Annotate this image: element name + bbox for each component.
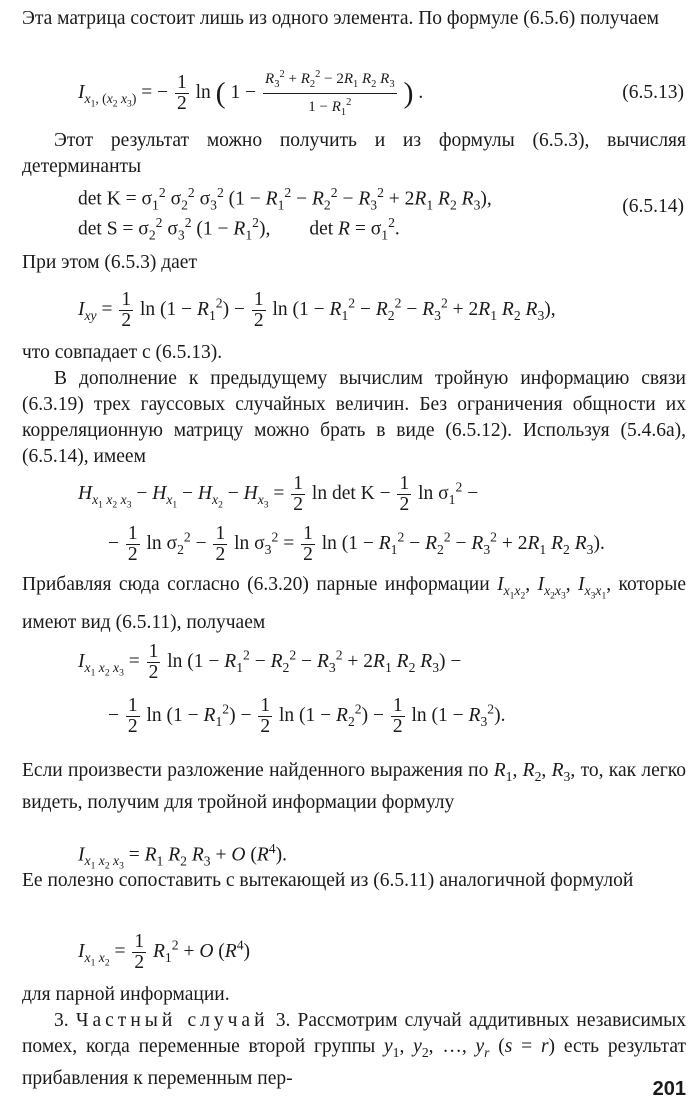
paragraph-7: Если произвести разложение найденного выражения по $R_1$, $R_2$, $R_3$, то, как легко видеть, получим для тройной информации формулу: [22, 760, 687, 813]
paragraph-6: Прибавляя сюда согласно (6.3.20) парные информации $I_{x_1x_2}$, $I_{x_2x_3}$, $I_{x_3x_1}$, которые имеют вид (6.5.11), получаем: [22, 574, 687, 633]
equation-triple-info-line-1: $I_{x_1 x_2 x_3}$ = $\frac{1}{2}$ $\ln (1 - R_1^2 - R_2^2 - R_3^2 + 2R_1$ $R_2$ $R_3$) −: [78, 641, 462, 683]
paragraph-4: [22, 340, 686, 366]
paragraph-6-text-b: которые имеют вид (6.5.11), получаем: [22, 574, 687, 633]
paragraph-1-text: Эта матрица состоит лишь из одного элемента. По формуле (6.5.6) получаем: [22, 8, 659, 29]
paragraph-8: [22, 868, 686, 894]
equation-triple-info-line-2: − $\frac{1}{2}$ $\ln (1 - R_1^2)$ − $\frac{1}{2}$ $\ln (1 - R_2^2)$ − $\frac{1}{2}$ $\ln (1 - R_3^2)$.: [108, 695, 506, 737]
paragraph-5: [22, 366, 686, 470]
equation-ixy: $I_{xy}$ = $\frac{1}{2}$ $\ln (1 - R_1^2)$ − $\frac{1}{2}$ $\ln (1 - R_1^2 - R_2^2 - R_3^2 + 2R_1$ $R_2$ $R_3$),: [78, 289, 556, 331]
paragraph-9-text: для парной информации.: [22, 984, 230, 1005]
equation-6-5-14-line-1: $\det K = \sigma_1^2$ $\sigma_2^2$ $\sigma_3^2$ ($1 - R_1^2 - R_2^2 - R_3^2 + 2R_1$ $R_2$ $R_3$),: [78, 185, 492, 213]
equation-expansion-triple: $I_{x_1 x_2 x_3} = R_1$ $R_2$ $R_3 + O$ $(R^4)$.: [78, 841, 287, 873]
paragraph-10: 3. Частный случай 3. Рассмотрим случай аддитивных независимых помех, когда переменные второй группы $y_1$, $y_2$, …, $y_r$ (s = r) есть результат прибавления к переменным пер-: [22, 1010, 687, 1089]
paragraph-2-text: Этот результат можно получить и из формулы (6.5.3), вычисляя детерминанты: [22, 130, 686, 177]
paragraph-2: [22, 128, 686, 180]
paragraph-7-text-b: то, как легко видеть, получим для тройной информации формулу: [22, 760, 687, 813]
page-number: 201: [652, 1078, 686, 1100]
equation-expansion-pair: $I_{x_1 x_2}$ = $\frac{1}{2}$ $R_1^2 + O$ $(R^4)$: [78, 931, 251, 973]
equation-number-6-5-13: (6.5.13): [622, 82, 684, 103]
equation-entropy-line-2: − $\frac{1}{2}$ $\ln \sigma_2^2$ − $\frac{1}{2}$ $\ln \sigma_3^2$ = $\frac{1}{2}$ $\ln (1 - R_1^2 - R_2^2 - R_3^2 + 2R_1$ $R_2$ $R_3$).: [108, 523, 605, 565]
paragraph-5-text: В дополнение к предыдущему вычислим тройную информацию связи (6.3.19) трех гауссовых случайных величин. Без ограничения общности их корреляционную матрицу можно брать в виде (6.5.12). Используя (5.4.6а), (6.5.14), имеем: [22, 368, 686, 467]
paragraph-3-text: При этом (6.5.3) дает: [22, 252, 197, 273]
paragraph-10-text-a: 3. Рассмотрим случай аддитивных независимых помех, когда переменные второй группы: [22, 1010, 687, 1057]
paragraph-3: [22, 250, 686, 276]
paragraph-4-text: что совпадает с (6.5.13).: [22, 342, 223, 363]
equation-entropy-line-1: $H_{x_1 x_2 x_3} - H_{x_1} - H_{x_2} - H_{x_3}$ = $\frac{1}{2}$ ln det K − $\frac{1}{2}$ $\ln \sigma_1^2$ −: [78, 473, 479, 515]
equation-6-5-14-line-2: $\det S = \sigma_2^2$ $\sigma_3^2$ $(1 - R_1^2)$, $\det R = \sigma_1^2$.: [78, 215, 400, 243]
paragraph-7-text-a: Если произвести разложение найденного выражения по: [22, 760, 489, 781]
paragraph-9: [22, 982, 686, 1008]
paragraph-8-text: Ее полезно сопоставить с вытекающей из (6.5.11) аналогичной формулой: [22, 870, 634, 891]
section-heading-spaced: Частный случай: [75, 1010, 269, 1031]
paragraph-10-text-b: есть результат прибавления к переменным пер-: [22, 1036, 686, 1089]
paragraph-6-text-a: Прибавляя сюда согласно (6.3.20) парные информации: [22, 574, 490, 595]
equation-number-6-5-14: (6.5.14): [622, 196, 684, 217]
equation-6-5-13: $I_{x_1, (x_2 x_3)}$ = − $\frac{1}{2}$ ln ( 1 − $\frac{R_3^2 + R_2^2 - 2R_1 R_2 R_3}{1 - R_1^2}$ ) .: [78, 66, 423, 121]
paragraph-10-lead: 3.: [54, 1010, 69, 1031]
paragraph-1: [22, 6, 686, 32]
